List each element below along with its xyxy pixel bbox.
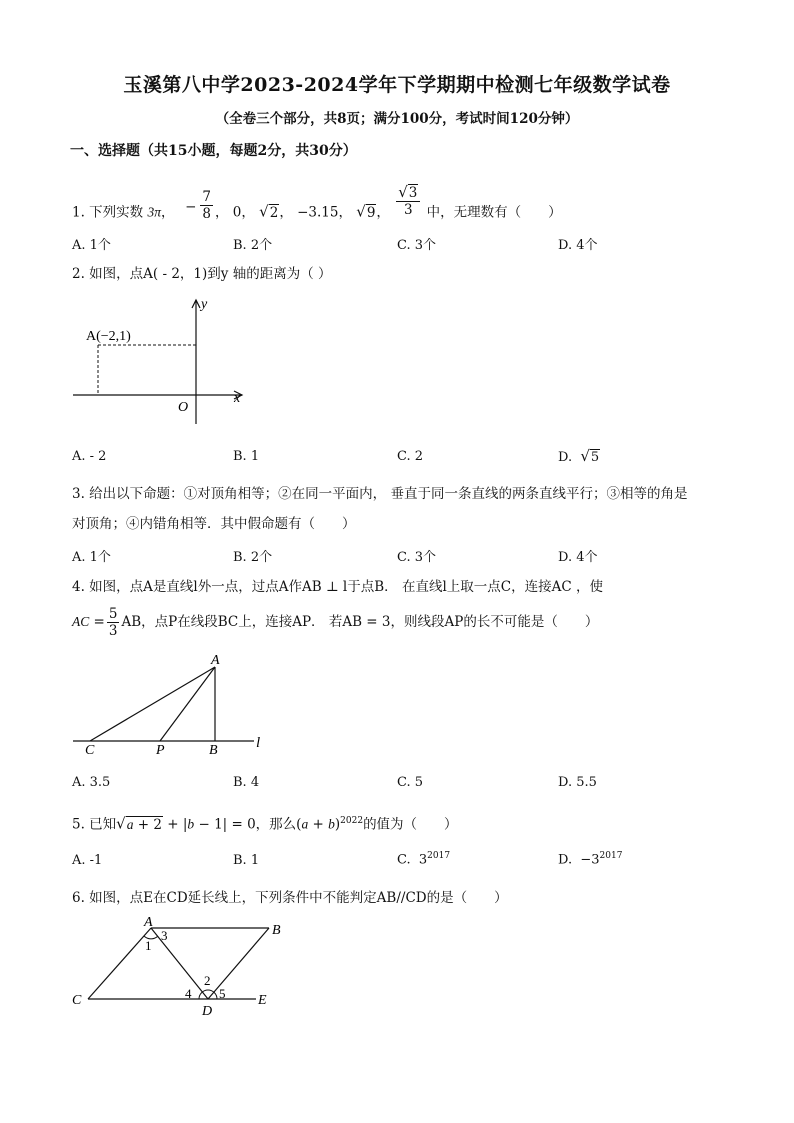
label-c: C [85,743,95,758]
question-3-line1: 3. 给出以下命题：①对顶角相等；②在同一平面内， 垂直于同一条直线的两条直线平行；③相等的角是 [72,486,688,502]
q3-option-c: C. 3个 [397,550,437,565]
angle-3-label: 3 [161,928,168,943]
question-5-stem: 5. 已知√a + 2 + |b − 1| = 0，那么$(a + b)^{2022}$的值为（ ） [72,814,458,833]
exam-subtitle: （全卷三个部分，共8页；满分100分，考试时间120分钟） [215,111,579,127]
label-l: l [256,735,261,751]
question-2-stem: 2. 如图，点A( - 2，1)到y 轴的距离为（ ） [72,266,332,282]
question-1-stem: 1. 下列实数 3π， − $\frac{7}{8}$ ， 0， √2， −3.15， √9， $\frac{√3}{3}$ 中，无理数有（ ） [72,183,562,222]
q5-option-d: D. $-3^{2017}$ [558,851,623,868]
q4-option-d: D. 5.5 [558,775,597,790]
q1-option-d: D. 4个 [558,238,598,253]
question-6-figure [66,912,296,1020]
q5-option-c: C. $3^{2017}$ [397,851,451,868]
label-a: A [144,915,153,930]
point-a-label: A(−2,1) [86,329,131,344]
label-b: B [272,923,281,938]
question-1-prefix: 1. 下列实数 [72,204,144,221]
question-2-figure [70,292,260,432]
question-4-line1: 4. 如图，点A是直线l外一点，过点A作AB ⊥ l于点B． 在直线l上取一点C，连接AC ，使 [72,579,603,595]
segment-ap [160,667,215,741]
segment-ac [88,928,151,999]
q4-option-c: C. 5 [397,775,424,790]
x-axis-label: x [234,391,241,406]
q3-option-a: A. 1个 [72,550,111,565]
label-e: E [258,993,267,1008]
exam-title: 玉溪第八中学2023-2024学年下学期期中检测七年级数学试卷 [123,74,671,96]
q5-option-b: B. 1 [233,853,260,868]
segment-bd [208,928,269,999]
segment-ad [151,928,208,999]
origin-label: O [178,400,189,415]
label-p: P [156,743,165,758]
angle-1-label: 1 [145,938,152,953]
label-a: A [211,653,220,668]
label-b: B [209,743,218,758]
q4-option-a: A. 3.5 [72,775,111,790]
q1-option-a: A. 1个 [72,238,111,253]
q2-option-a: A. - 2 [72,449,107,464]
q3-option-b: B. 2个 [233,550,273,565]
q2-option-c: C. 2 [397,449,424,464]
segment-ac [90,667,215,741]
fraction-neg-7-8: − [185,199,197,215]
q4-option-b: B. 4 [233,775,260,790]
question-6-stem: 6. 如图，点E在CD延长线上，下列条件中不能判定AB//CD的是（ ） [72,890,508,906]
q3-option-d: D. 4个 [558,550,598,565]
q2-option-b: B. 1 [233,449,260,464]
label-c: C [72,993,82,1008]
section-heading: 一、选择题（共15小题，每题2分，共30分） [70,143,357,159]
angle-5-label: 5 [219,986,226,1001]
question-1-suffix: 中，无理数有（ ） [426,204,562,221]
question-4-line2: AC = $\frac{5}{3}$ AB，点P在线段BC上，连接AP． 若AB = 3，则线段AP的长不可能是（ ） [72,606,599,639]
q5-option-a: A. -1 [72,853,103,868]
question-3-line2: 对顶角；④内错角相等．其中假命题有（ ） [72,516,356,532]
q1-option-b: B. 2个 [233,238,273,253]
angle-2-label: 2 [204,973,211,988]
angle-4-label: 4 [185,986,192,1001]
q2-option-d: D. √5 [558,447,600,465]
q1-option-c: C. 3个 [397,238,437,253]
y-axis-label: y [201,297,208,312]
label-d: D [202,1004,213,1019]
question-4-figure [70,650,280,760]
